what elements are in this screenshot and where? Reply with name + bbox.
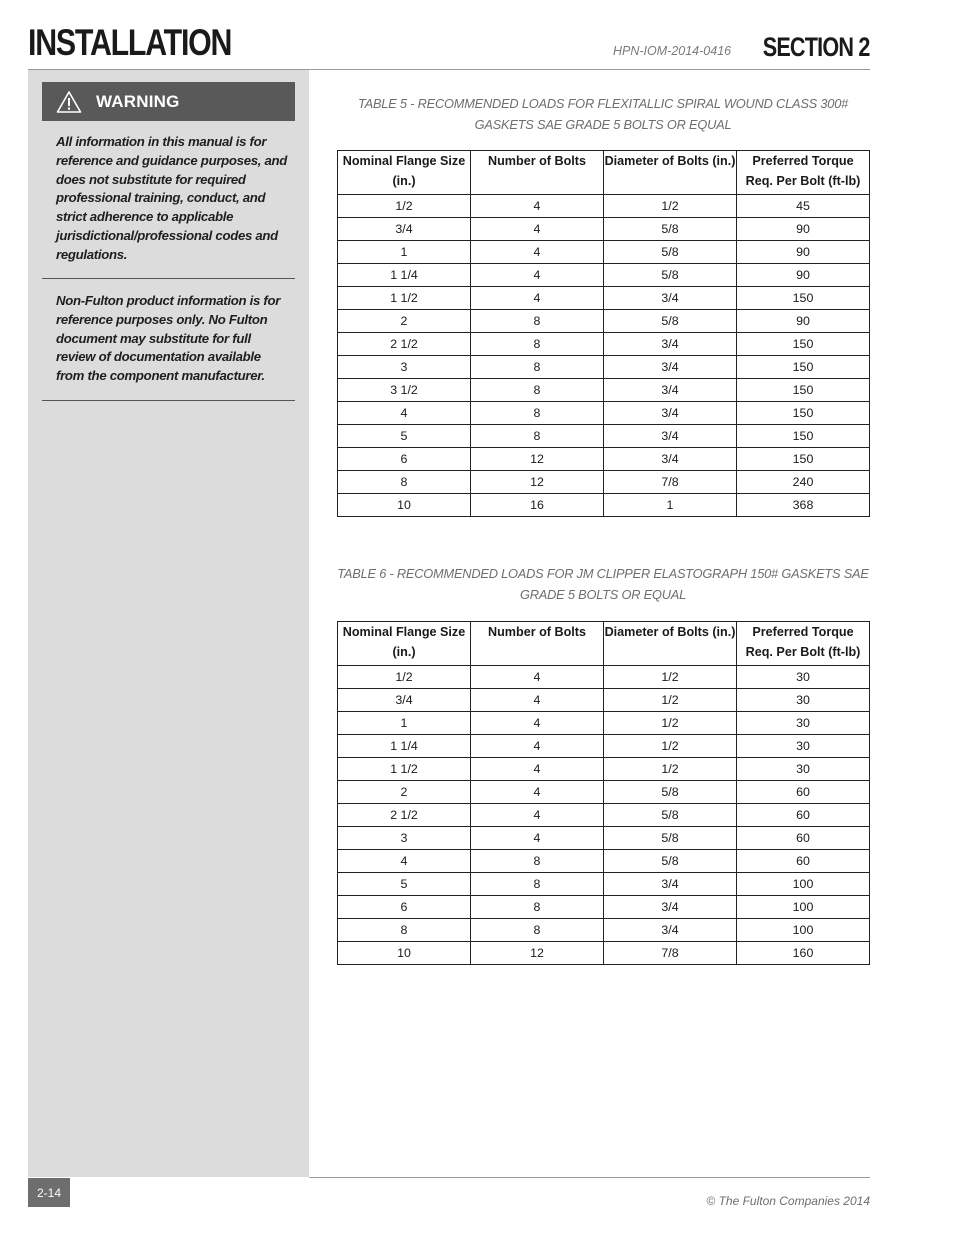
table-cell: 240 (737, 471, 870, 494)
column-header: Number of Bolts (471, 622, 604, 666)
table-row (338, 356, 870, 379)
table-cell: 3/4 (604, 896, 737, 919)
table-cell: 150 (737, 287, 870, 310)
table-cell: 3/4 (604, 287, 737, 310)
table-cell: 1/2 (604, 735, 737, 758)
table-row (338, 827, 870, 850)
table6-caption: TABLE 6 - RECOMMENDED LOADS FOR JM CLIPPER ELASTOGRAPH 150# GASKETS SAE GRADE 5 BOLTS OR EQUAL (337, 566, 869, 602)
table-row (338, 264, 870, 287)
table-row (338, 781, 870, 804)
table-cell: 3/4 (604, 425, 737, 448)
warning-label: WARNING (96, 91, 180, 111)
table-cell: 90 (737, 241, 870, 264)
table-cell: 30 (737, 712, 870, 735)
table-cell: 150 (737, 379, 870, 402)
table-cell: 3/4 (604, 379, 737, 402)
table-cell: 90 (737, 264, 870, 287)
table-cell: 60 (737, 850, 870, 873)
table-cell: 3 1/2 (338, 379, 471, 402)
table-cell: 60 (737, 804, 870, 827)
table-cell: 150 (737, 402, 870, 425)
table-cell: 1/2 (604, 666, 737, 689)
table-cell: 1/2 (604, 195, 737, 218)
warning-paragraph-non-fulton: Non-Fulton product information is for reference purposes only. No Fulton document may substitute for full review of documentation available from the component manufacturer. (56, 293, 281, 384)
column-header: Preferred Torque Req. Per Bolt (ft-lb) (737, 622, 870, 666)
page-title: INSTALLATION (28, 22, 232, 63)
table-cell: 8 (471, 333, 604, 356)
table-cell: 1 (338, 241, 471, 264)
table-row (338, 850, 870, 873)
table-cell: 4 (471, 735, 604, 758)
table-cell: 16 (471, 494, 604, 517)
table-cell: 8 (471, 379, 604, 402)
table-cell: 2 1/2 (338, 804, 471, 827)
table-cell: 7/8 (604, 471, 737, 494)
table-row (338, 333, 870, 356)
table-cell: 4 (471, 804, 604, 827)
table-cell: 30 (737, 666, 870, 689)
table-cell: 3 (338, 827, 471, 850)
table-cell: 150 (737, 333, 870, 356)
table-cell: 6 (338, 448, 471, 471)
sidebar-divider (42, 400, 295, 401)
table-header-row (338, 622, 870, 666)
section-label: SECTION 2 (763, 32, 870, 62)
table-header-row (338, 151, 870, 195)
table-cell: 150 (737, 356, 870, 379)
table-row (338, 689, 870, 712)
table-cell: 5/8 (604, 241, 737, 264)
table-row (338, 241, 870, 264)
table-cell: 10 (338, 494, 471, 517)
table-cell: 100 (737, 896, 870, 919)
table-row (338, 310, 870, 333)
table-cell: 3/4 (604, 402, 737, 425)
table-cell: 1 1/4 (338, 264, 471, 287)
document-number: HPN-IOM-2014-0416 (613, 44, 732, 58)
copyright-notice: © The Fulton Companies 2014 (706, 1194, 870, 1208)
table-cell: 60 (737, 827, 870, 850)
table-cell: 4 (338, 402, 471, 425)
table-cell: 1 (604, 494, 737, 517)
table-row (338, 735, 870, 758)
table-cell: 8 (338, 919, 471, 942)
table-cell: 5/8 (604, 264, 737, 287)
table-cell: 2 1/2 (338, 333, 471, 356)
table5-caption: TABLE 5 - RECOMMENDED LOADS FOR FLEXITALLIC SPIRAL WOUND CLASS 300# GASKETS SAE GRADE 5 BOLTS OR EQUAL (357, 96, 849, 132)
table-cell: 3/4 (338, 218, 471, 241)
table-cell: 3/4 (604, 356, 737, 379)
table-cell: 8 (471, 356, 604, 379)
column-header: Nominal Flange Size (in.) (338, 151, 471, 195)
table-row (338, 287, 870, 310)
table-row (338, 758, 870, 781)
table-cell: 5 (338, 873, 471, 896)
footer-divider (309, 1177, 870, 1178)
table-cell: 8 (338, 471, 471, 494)
table-cell: 1/2 (604, 689, 737, 712)
table-cell: 150 (737, 448, 870, 471)
table6-elastograph-loads (337, 621, 870, 965)
table-row (338, 218, 870, 241)
table-cell: 4 (471, 195, 604, 218)
table-cell: 8 (471, 310, 604, 333)
table-row (338, 666, 870, 689)
table-cell: 5/8 (604, 218, 737, 241)
warning-paragraph-guidance: All information in this manual is for reference and guidance purposes, and does not substitute for required professional training, conduct, and strict adherence to applicable jurisdictional/professional codes and regulations. (56, 134, 288, 262)
table-cell: 4 (471, 287, 604, 310)
table-cell: 368 (737, 494, 870, 517)
table-cell: 30 (737, 689, 870, 712)
table-cell: 90 (737, 310, 870, 333)
table-cell: 100 (737, 919, 870, 942)
table-cell: 1 1/2 (338, 758, 471, 781)
table-row (338, 942, 870, 965)
table-cell: 30 (737, 758, 870, 781)
table-cell: 4 (471, 758, 604, 781)
table-cell: 4 (471, 666, 604, 689)
table-row (338, 471, 870, 494)
table-cell: 60 (737, 781, 870, 804)
table5-flexitallic-loads (337, 150, 870, 517)
column-header: Nominal Flange Size (in.) (338, 622, 471, 666)
table-cell: 10 (338, 942, 471, 965)
table-cell: 1/2 (338, 666, 471, 689)
warning-banner (42, 82, 295, 121)
table-cell: 7/8 (604, 942, 737, 965)
table-cell: 12 (471, 471, 604, 494)
table-cell: 3/4 (604, 448, 737, 471)
sidebar-divider (42, 278, 295, 279)
table-row (338, 494, 870, 517)
table-cell: 3/4 (338, 689, 471, 712)
column-header: Diameter of Bolts (in.) (604, 622, 737, 666)
table-cell: 45 (737, 195, 870, 218)
table-cell: 5/8 (604, 850, 737, 873)
table-cell: 12 (471, 448, 604, 471)
table-cell: 2 (338, 310, 471, 333)
table-row (338, 448, 870, 471)
warning-triangle-icon (56, 90, 82, 114)
table-cell: 5 (338, 425, 471, 448)
table-cell: 4 (471, 241, 604, 264)
table-row (338, 712, 870, 735)
table-cell: 160 (737, 942, 870, 965)
table-cell: 8 (471, 896, 604, 919)
table-cell: 1/2 (338, 195, 471, 218)
table-row (338, 919, 870, 942)
table-cell: 3/4 (604, 919, 737, 942)
table-row (338, 195, 870, 218)
table-cell: 4 (471, 689, 604, 712)
table-cell: 4 (471, 781, 604, 804)
table-cell: 1 1/4 (338, 735, 471, 758)
table-cell: 100 (737, 873, 870, 896)
table-row (338, 873, 870, 896)
table-cell: 12 (471, 942, 604, 965)
page-number: 2-14 (28, 1178, 70, 1207)
table-cell: 5/8 (604, 827, 737, 850)
table-cell: 150 (737, 425, 870, 448)
table-cell: 3/4 (604, 333, 737, 356)
table-cell: 4 (471, 712, 604, 735)
table-cell: 3/4 (604, 873, 737, 896)
table-row (338, 425, 870, 448)
column-header: Preferred Torque Req. Per Bolt (ft-lb) (737, 151, 870, 195)
table-cell: 6 (338, 896, 471, 919)
table-row (338, 804, 870, 827)
table-cell: 5/8 (604, 310, 737, 333)
table-row (338, 379, 870, 402)
table-cell: 5/8 (604, 781, 737, 804)
table-cell: 3 (338, 356, 471, 379)
table-cell: 30 (737, 735, 870, 758)
column-header: Number of Bolts (471, 151, 604, 195)
table-cell: 4 (338, 850, 471, 873)
table-cell: 90 (737, 218, 870, 241)
table-cell: 1 1/2 (338, 287, 471, 310)
table-cell: 8 (471, 873, 604, 896)
table-cell: 1/2 (604, 712, 737, 735)
table-cell: 2 (338, 781, 471, 804)
table-cell: 4 (471, 218, 604, 241)
table-cell: 8 (471, 850, 604, 873)
table-cell: 8 (471, 425, 604, 448)
table-cell: 4 (471, 264, 604, 287)
table-cell: 1/2 (604, 758, 737, 781)
table-row (338, 896, 870, 919)
table-row (338, 402, 870, 425)
table-cell: 4 (471, 827, 604, 850)
table-cell: 1 (338, 712, 471, 735)
table-cell: 8 (471, 402, 604, 425)
table-cell: 8 (471, 919, 604, 942)
table-cell: 5/8 (604, 804, 737, 827)
column-header: Diameter of Bolts (in.) (604, 151, 737, 195)
